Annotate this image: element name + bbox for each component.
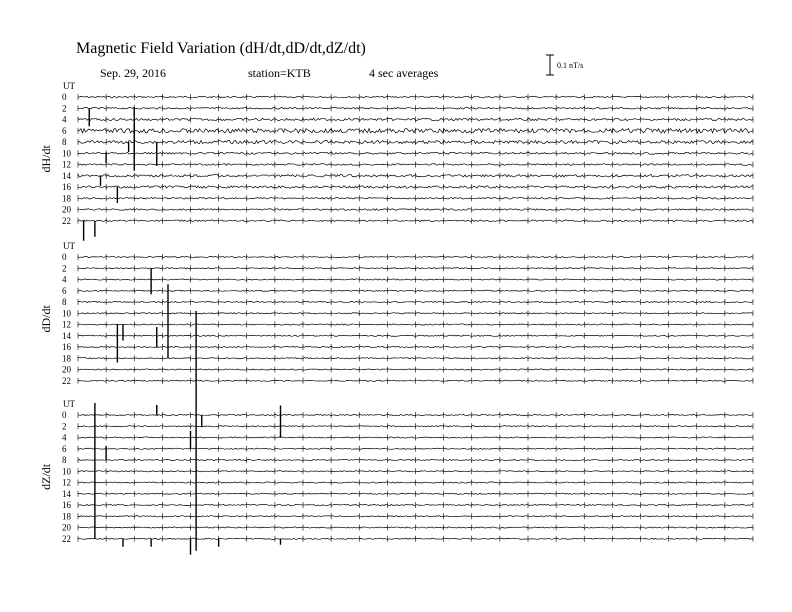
panel-ylabel: dZ/dt [39,463,53,490]
hour-label: 0 [62,92,67,102]
hour-label: 12 [62,159,71,170]
chart-title: Magnetic Field Variation (dH/dt,dD/dt,dZ/dt) [76,40,366,57]
hour-label: 12 [62,477,71,488]
hour-label: 4 [62,274,67,285]
hour-label: 10 [62,466,71,477]
hour-label: 20 [62,364,71,375]
hour-label: 8 [62,297,67,307]
panel-2 [39,311,753,555]
scale-bar [546,55,583,75]
hour-label: 22 [62,375,71,386]
panel-0 [39,81,753,241]
panel-1 [39,241,753,386]
hour-label: 14 [62,330,71,341]
hour-label: 20 [62,522,71,533]
hour-label: 18 [62,193,71,204]
hour-label: 0 [62,252,67,262]
hour-label: 10 [62,308,71,319]
hour-label: 2 [62,103,67,114]
hour-label: 22 [62,215,71,226]
hour-label: 4 [62,114,67,125]
hour-label: 8 [62,455,67,465]
hour-label: 4 [62,432,67,443]
hour-label: 16 [62,342,71,352]
hour-label: 6 [62,285,67,296]
ut-label: UT [63,399,75,409]
averaging-label: 4 sec averages [369,66,439,80]
hour-label: 2 [62,421,67,432]
hour-label: 16 [62,500,71,510]
date-label: Sep. 29, 2016 [100,66,166,80]
hour-label: 14 [62,488,71,499]
hour-label: 10 [62,148,71,159]
ut-label: UT [63,241,75,251]
hour-label: 12 [62,319,71,330]
hour-label: 2 [62,263,67,274]
station-label: station=KTB [248,66,311,80]
panel-ylabel: dD/dt [39,305,53,333]
hour-label: 0 [62,410,67,420]
hour-label: 20 [62,204,71,215]
ut-label: UT [63,81,75,91]
hour-label: 18 [62,511,71,522]
scale-bar-label: 0.1 nT/s [557,61,584,70]
hour-label: 14 [62,170,71,181]
panels [39,81,753,555]
hour-label: 16 [62,182,71,192]
hour-label: 6 [62,125,67,136]
hour-label: 18 [62,353,71,364]
hour-label: 8 [62,137,67,147]
hour-label: 6 [62,443,67,454]
panel-ylabel: dH/dt [39,145,53,173]
hour-label: 22 [62,533,71,544]
